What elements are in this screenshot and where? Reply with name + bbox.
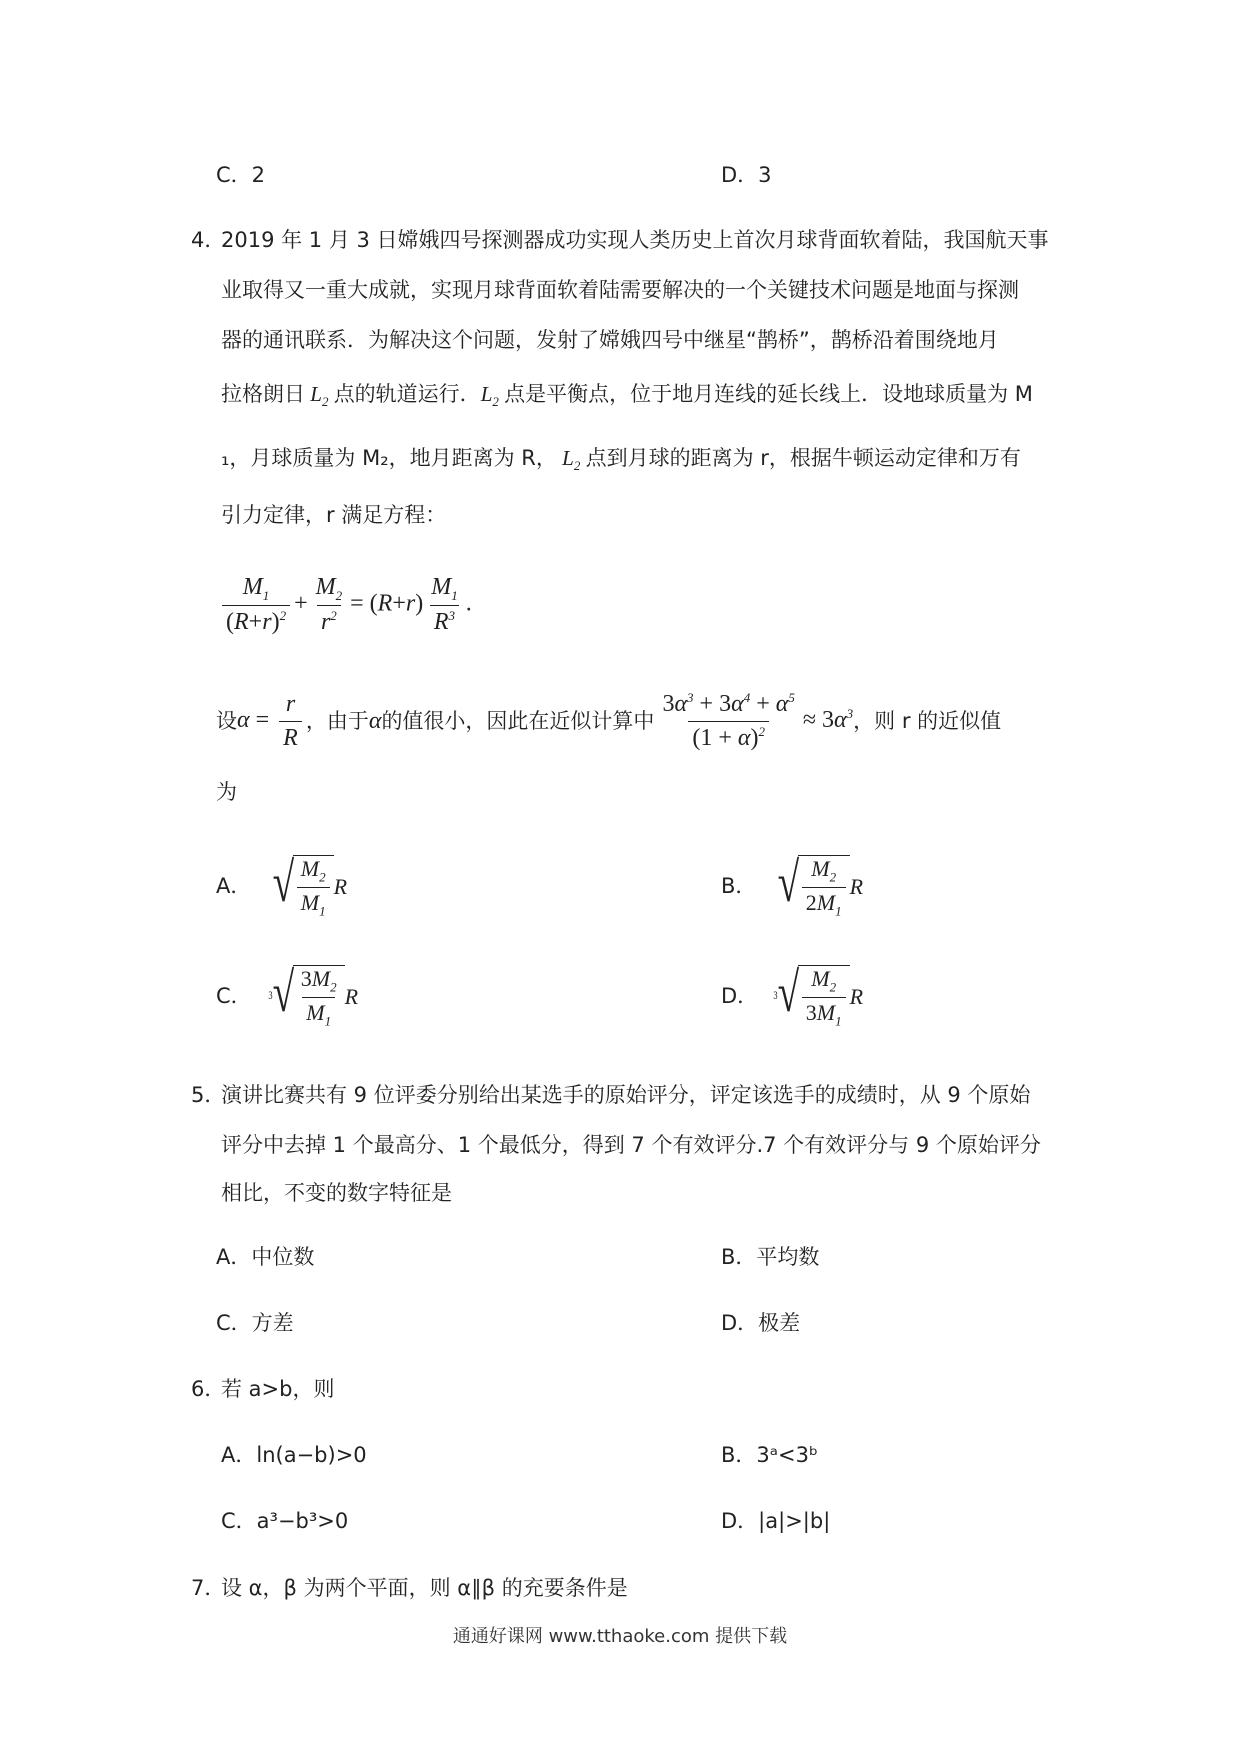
q5-line2: 评分中去掉 1 个最高分、1 个最低分，得到 7 个有效评分.7 个有效评分与 9 个原始评分 [221,1133,1041,1157]
q6-option-a: A．ln(a−b)>0 [221,1443,367,1467]
q6-option-c: C．a³−b³>0 [221,1509,349,1533]
q5-number: 5． [191,1083,226,1107]
q4-line4 [221,382,1033,410]
q5-line3: 相比，不变的数字特征是 [221,1181,452,1205]
page-footer: 通通好课网 www.tthaoke.com 提供下载 [452,1626,788,1647]
set-text: 设 [216,708,237,733]
option-b-formula: √ $\frac{M_2}{2M_1}$ [773,855,850,919]
option-label: D． [721,984,759,1009]
option-label: A． [216,874,252,899]
q5-line1: 演讲比赛共有 9 位评委分别给出某选手的原始评分，评定该选手的成绩时，从 9 个原始 [221,1083,1031,1107]
q4-line5b: 点到月球的距离为 r，根据牛顿运动定律和万有 [585,446,1021,470]
q4-option-d: D． 3 √ $\frac{M_2}{3M_1}$ R [721,962,864,1029]
q4-line1: 2019 年 1 月 3 日嫦娥四号探测器成功实现人类历史上首次月球背面软着陆，我国航天事 [221,228,1049,252]
q4-number: 4． [191,228,226,252]
small-text: 的值很小，因此在近似计算中 [381,708,655,733]
q4-line3: 器的通讯联系．为解决这个问题，发射了嫦娥四号中继星“鹊桥”，鹊桥沿着围绕地月 [221,328,999,352]
q4-line4c: 点是平衡点，位于地月连线的延长线上．设地球质量为 M [504,382,1033,406]
q7-stem: 设 α，β 为两个平面，则 α∥β 的充要条件是 [221,1576,628,1600]
q4-option-a: A． √ $\frac{M_2}{M_1}$ R [216,852,348,919]
q4-line6: 引力定律，r 满足方程： [221,503,447,527]
q4-line2: 业取得又一重大成就，实现月球背面软着陆需要解决的一个关键技术问题是地面与探测 [221,278,1019,302]
q4-line4b: 点的轨道运行． [333,382,481,406]
q5-option-a: A．中位数 [216,1245,315,1269]
option-d-formula: 3 √ $\frac{M_2}{3M_1}$ [773,965,850,1029]
equation: $\frac{M_1}{(R+r)^2}$ + $\frac{M_2}{r^2}$ = (R+r) $\frac{M_1}{R^3}$ . [218,573,472,637]
q4-alpha-line [216,690,1001,753]
then-text: ，则 r 的近似值 [853,708,1002,733]
q6-number: 6． [191,1377,226,1401]
q7-number: 7． [191,1576,226,1600]
approx-expression: $\frac{3\alpha^3 + 3\alpha^4 + \alpha^5}{(1 + \alpha)^2}$ ≈ $3\alpha^3$ [662,690,854,751]
because-text: ，由于 [305,708,369,733]
q3-option-d: D．3 [721,163,772,187]
option-c-formula: 3 √ $\frac{3M_2}{M_1}$ [268,965,345,1029]
q5-option-c: C．方差 [216,1311,294,1335]
q3-option-c: C．2 [216,163,266,187]
q5-option-d: D．极差 [721,1311,801,1335]
q4-wei: 为 [216,780,237,804]
l2-symbol: $L_2$ [480,382,499,410]
q6-option-d: D．|a|>|b| [721,1509,831,1533]
option-label: B． [721,874,757,899]
alpha-symbol: α [368,707,382,734]
q6-option-b: B．3ᵃ<3ᵇ [721,1443,818,1467]
q6-stem: 若 a>b，则 [221,1377,335,1401]
q4-line5 [221,446,1021,474]
q4-line5a: ₁，月球质量为 M₂，地月距离为 R， [221,446,557,470]
alpha-def: α = $\frac{r}{R}$ [237,690,306,753]
q4-option-b: B． √ $\frac{M_2}{2M_1}$ R [721,852,864,919]
l2-symbol: $L_2$ [556,446,581,474]
l2-symbol: $L_2$ [305,382,329,410]
q4-line4a: 拉格朗日 [221,382,305,406]
q4-option-c: C． 3 √ $\frac{3M_2}{M_1}$ R [216,962,359,1029]
q5-option-b: B．平均数 [721,1245,820,1269]
option-a-formula: √ $\frac{M_2}{M_1}$ [268,855,334,919]
option-label: C． [216,984,252,1009]
